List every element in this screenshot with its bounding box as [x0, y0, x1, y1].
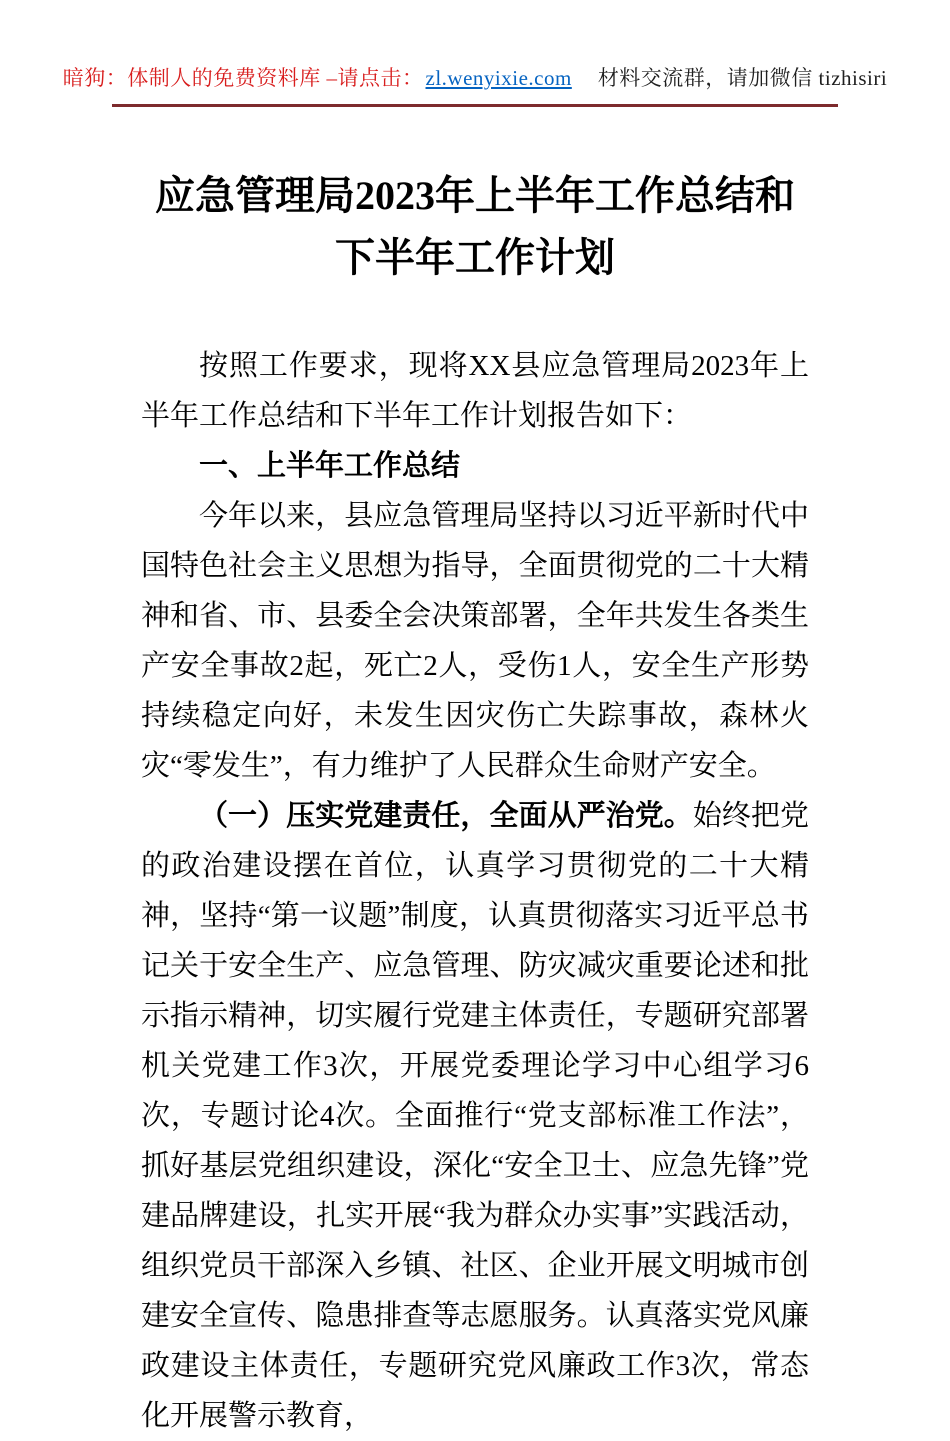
paragraph-party-building-text: 始终把党的政治建设摆在首位，认真学习贯彻党的二十大精神，坚持“第一议题”制度，认真贯彻落实习近平总书记关于安全生产、应急管理、防灾减灾重要论述和批示指示精神，切实履行党建主体责任，专题研究部署机关党建工作3次，开展党委理论学习中心组学习6次，专题讨论4次。全面推行“党支部标准工作法”，抓好基层党组织建设，深化“安全卫士、应急先锋”党建品牌建设，扎实开展“我为群众办实事”实践活动，组织党员干部深入乡镇、社区、企业开展文明城市创建安全宣传、隐患排查等志愿服务。认真落实党风廉政建设主体责任，专题研究党风廉政工作3次，常态化开展警示教育， [141, 800, 809, 1432]
paragraph-intro: 按照工作要求，现将XX县应急管理局2023年上半年工作总结和下半年工作计划报告如下： [141, 350, 809, 432]
banner-link[interactable]: zl.wenyixie.com [425, 66, 572, 90]
section-heading-first-half-summary: 一、上半年工作总结 [199, 450, 461, 482]
document-content [141, 165, 809, 1441]
paragraph-party-building-lead: （一）压实党建责任，全面从严治党。 [199, 800, 693, 832]
banner-divider [112, 104, 838, 107]
promo-banner [0, 0, 950, 92]
banner-group-label: 材料交流群，请加微信 tizhisiri [597, 66, 888, 90]
banner-click-label: –请点击： [320, 66, 424, 90]
document-paragraphs [141, 341, 809, 1441]
document-title: 应急管理局2023年上半年工作总结和下半年工作计划 [155, 173, 795, 280]
banner-source-label: 暗狗：体制人的免费资料库 [62, 66, 321, 90]
paragraph-overview: 今年以来，县应急管理局坚持以习近平新时代中国特色社会主义思想为指导，全面贯彻党的二十大精神和省、市、县委全会决策部署，全年共发生各类生产安全事故2起，死亡2人，受伤1人，安全生产形势持续稳定向好，未发生因灾伤亡失踪事故，森林火灾“零发生”，有力维护了人民群众生命财产安全。 [141, 500, 809, 782]
